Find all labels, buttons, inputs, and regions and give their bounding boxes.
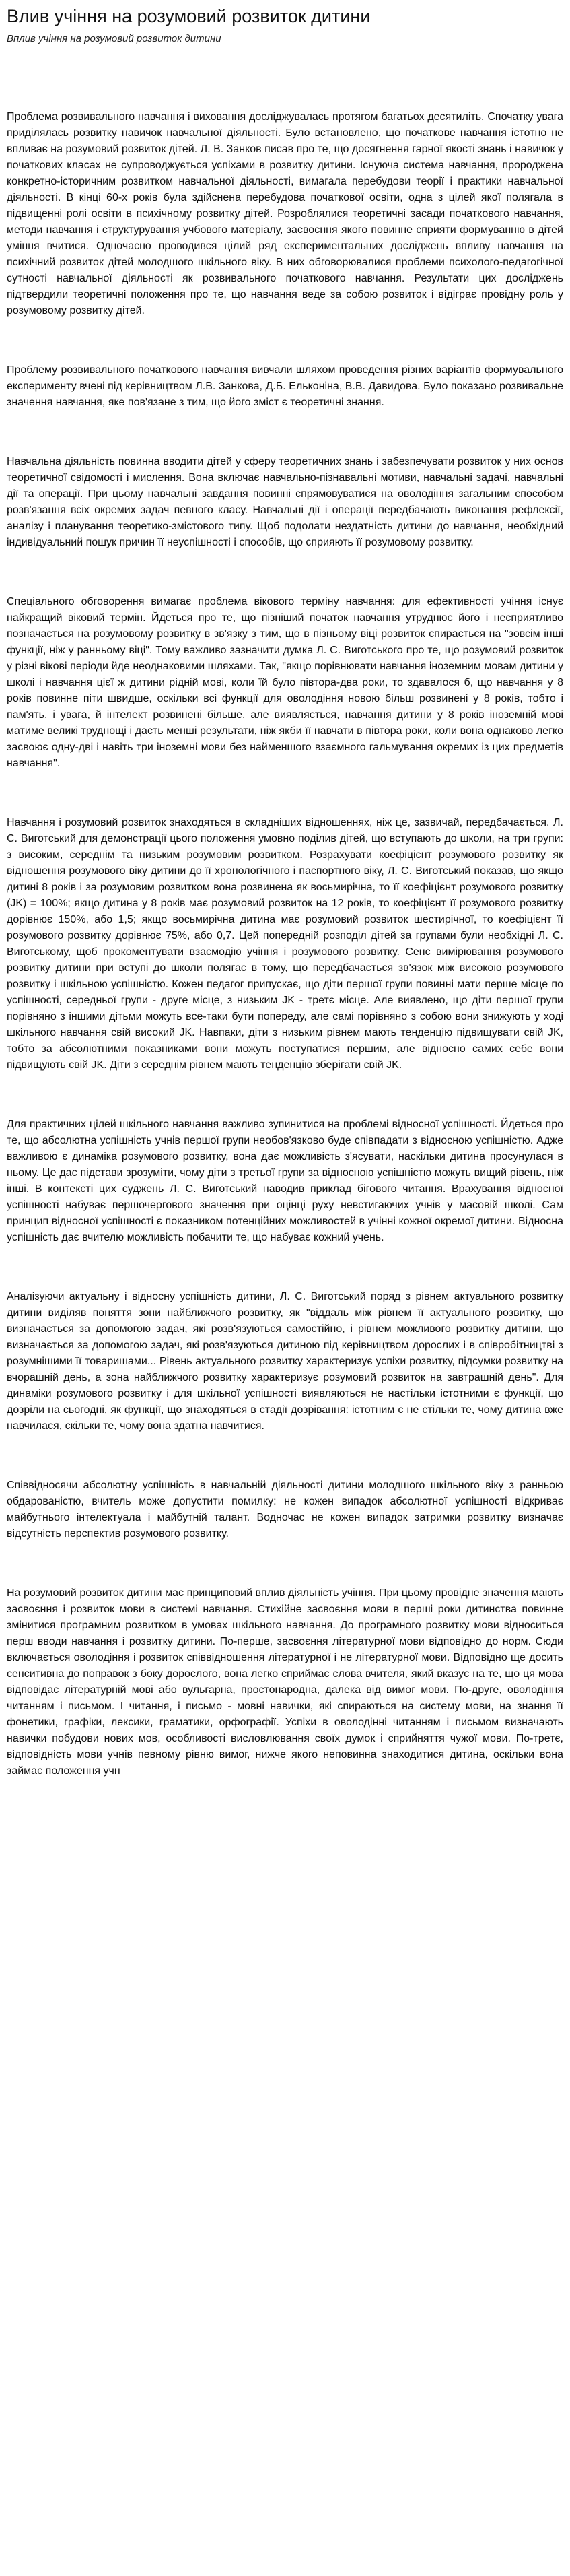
paragraph-9: На розумовий розвиток дитини має принциповий вплив діяльність учіння. При цьому провідне значення мають засвоєння і розвиток мови в системі навчання. Стихійне засвоєння мови в перші роки дитинства повинне змінитися програмним розвитком в умовах шкільного навчання. До програмного розвитку мови відноситься перш вводи навчання і розвитку дитини. По-перше, засвоєння літературної мови відповідно до норм. Сюди включається оволодіння і розвиток співвідношення літературної і не літературної мови. Відповідно ще досить сенситивна до поправок з боку дорослого, вона легко сприймає слова вчителя, який вказує на те, що ця мова відповідає літературній мові або вульгарна, простонародна, далека від вимог мови. По-друге, оволодіння читанням і письмом. І читання, і письмо - мовні навички, які спираються на систему мови, на знання її фонетики, графіки, лексики, граматики, орфографії. Успіхи в оволодінні читанням і письмом визначають навички побудови нових мов, особливості висловлювання своїх думок і сприйняття чужої мови. По-третє, відповідність мови учнів певному рівню вимог, нижче якого неповинна знаходитися дитина, оскільки вона займає положення учн (7, 1587, 563, 1777)
paragraph-5: Навчання і розумовий розвиток знаходяться в складніших відношеннях, ніж це, зазвичай, передбачається. Л. С. Виготський для демонстрації цього положення умовно поділив дітей, що вступають до школи, на три групи: з високим, середнім та низьким розумовим розвитком. Розрахувати коефіцієнт розумового розвитку як відношення розумового віку дитини до її хронологічного і паспортного віку, Л. С. Виготський показав, що якщо дитині 8 років і за розумовим розвитком вона розвинена як восьмирічна, то її коефіцієнт розумового розвитку (JK) = 100%; якщо дитина у 8 років має розумовий розвиток на 12 років, то коефіцієнт її розумового розвитку дорівнює 150%, або 1,5; якщо восьмирічна дитина має розумовий розвиток шестирічної, то коефіцієнт її розумового розвитку дорівнює 75%, або 0,7. Цей попередній розподіл дітей за групами були необхідні Л. С. Виготському, щоб прокоментувати взаємодію учіння і розумового розвитку. Сенс вимірювання розумового розвитку дитини при вступі до школи полягає в тому, що передбачається зв'язок між високою розумового розвитку і шкільною успішністю. Кожен педагог припускає, що діти першої групи повинні мати перше місце по успішності, середньої групи - друге місце, з низьким JK - третє місце. Але виявлено, що діти першої групи порівняно з іншими дітьми можуть все-таки бути попереду, але самі порівняно з собою вони знижують у ході шкільного навчання свій високий JK. Навпаки, діти з низьким рівнем мають тенденцію підвищувати свій JK, тобто за абсолютними показниками вони можуть поступатися першим, але відносно самих себе вони підвищують свій JK. Діти з середнім рівнем мають тенденцію зберігати свій JK. (7, 817, 563, 1071)
paragraph-8: Співвідносячи абсолютну успішність в навчальній діяльності дитини молодшого шкільного віку з ранньою обдарованістю, вчитель може допустити помилку: не кожен випадок абсолютної успішності відкриває майбутнього інтелектуала і майбутній талант. Водночас не кожен випадок затримки розвитку визначає відсутність перспектив розумового розвитку. (7, 1480, 563, 1540)
paragraph-2: Проблему розвивального початкового навчання вивчали шляхом проведення різних варіантів формувального експерименту вчені під керівництвом Л.В. Занкова, Д.Б. Ельконіна, В.В. Давидова. Було показано розвивальне значення навчання, яке пов'язане з тим, що його зміст є теоретичні знання. (7, 364, 563, 408)
paragraph-6: Для практичних цілей шкільного навчання важливо зупинитися на проблемі відносної успішності. Йдеться про те, що абсолютна успішність учнів першої групи необов'язково буде співпадати з відносною успішністю. Адже важливою є динаміка розумового розвитку, вона дає можливість з'ясувати, наскільки дитина просунулася в ньому. Це дає підстави зрозуміти, чому діти з третьої групи за відносною успішністю можуть вищий рівень, ніж інші. В контексті цих суджень Л. С. Виготський наводив приклад бігового читання. Врахування відносної успішності набуває першочергового значення при оцінці руху невстигаючих учнів у масовій школі. Сам принцип відносної успішності є показником потенційних можливостей в учінні кожної окремої дитини. Відносна успішність дає вчителю можливість побачити те, що набуває кожний учень. (7, 1119, 563, 1243)
paragraph-4: Спеціального обговорення вимагає проблема вікового терміну навчання: для ефективності учіння існує найкращий віковий термін. Йдеться про те, що пізніший початок навчання утруднює його і несприятливо позначається на розумовому розвитку в зв'язку з тим, що в пізньому віці розвиток спирається на "зовсім інші функції, ніж у ранньому віці". Тому важливо зазначити думка Л. С. Виготського про те, що розумовий розвиток у різні вікові періоди йде неоднаковими шляхами. Так, "якщо порівнювати навчання іноземним мовам дитини у школі і навчання цієї ж дитини рідній мові, коли їй було півтора-два роки, то здавалося б, що навчання у 8 років повинне піти швидше, оскільки всі функції для оволодіння новою більш розвинені у 8 років, тобто і пам'ять, і увага, й інтелект розвинені більше, але виявляється, навчання дитини у 8 років іноземній мові матиме великі труднощі і дасть менші результати, ніж якби її навчати в півтора роки, коли вона однаково легко засвоює одну-дві і навіть три іноземні мови без найменшого взаємного гальмування окремих із цих предметів навчання". (7, 596, 563, 769)
article-title: Влив учіння на розумовий розвиток дитини (7, 6, 371, 26)
article-subtitle: Вплив учіння на розумовий розвиток дитини (7, 33, 221, 44)
paragraph-1: Проблема розвивального навчання і виховання досліджувалась протягом багатьох десятиліть. Спочатку увага приділялась розвитку навичок навчальної діяльності. Було встановлено, що початкове навчання істотно не впливає на розумовий розвиток дітей. Л. В. Занков писав про те, що досягнення гарної якості знань і навичок у початкових класах не супроводжується успіхами в розвитку дитини. Існуюча система навчання, пророджена конкретно-історичним розвитком навчальної діяльності, вимагала перебудови теорії і практики навчальної діяльності. В кінці 60-х років була здійснена перебудова початкової освіти, одна з цілей якої полягала в підвищенні ролі освіти в психічному розвитку дітей. Розроблялися теоретичні засади початкового навчання, методи навчання і структурування учбового матеріалу, засвоєння якого повинне сприяти формуванню в дітей уміння вчитися. Одночасно проводився цілий ряд експериментальних досліджень впливу навчання на психічний розвиток дітей молодшого шкільного віку. В них обговорювалися проблеми психолого-педагогічної сутності навчальної діяльності як розвивального початкового навчання. Результати цих досліджень підтвердили теоретичні положення про те, що навчання веде за собою розвиток і відіграє провідну роль у розумовому розвитку дітей. (7, 111, 563, 317)
paragraph-7: Аналізуючи актуальну і відносну успішність дитини, Л. С. Виготський поряд з рівнем актуального розвитку дитини виділяв поняття зони найближчого розвитку, як "віддаль між рівнем її актуального розвитку, що визначається за допомогою задач, які розв'язуються самостійно, і рівнем можливого розвитку дитини, що визначається за допомогою задач, які розв'язуються дитиною під керівництвом дорослих і в співробітництві з розумнішими її товаришами... Рівень актуального розвитку характеризує успіхи розвитку, підсумки розвитку на вчорашній день, а зона найближчого розвитку характеризує розумовий розвиток на завтрашній день". Для динаміки розумового розвитку і для шкільної успішності виявляються не настільки істотними є функції, що дозріли на сьогодні, як функції, що знаходяться в стадії дозрівання: істотним є не стільки те, чому дитина вже навчилася, скільки те, чому вона здатна навчитися. (7, 1291, 563, 1432)
article-body (7, 109, 563, 1779)
paragraph-3: Навчальна діяльність повинна вводити дітей у сферу теоретичних знань і забезпечувати розвиток у них основ теоретичної свідомості і мислення. Вона включає навчально-пізнавальні мотиви, навчальні задачі, навчальні дії та операції. При цьому навчальні завдання повинні спрямовуватися на оволодіння загальним способом розв'язання всіх окремих задач певного класу. Навчальні дії і операції передбачають виконання рефлексії, аналізу і планування теоретико-змістового типу. Щоб подолати нездатність дитини до навчання, необхідний індивідуальний пошук причин її неуспішності і способів, що сприяють її розумовому розвитку. (7, 456, 563, 548)
